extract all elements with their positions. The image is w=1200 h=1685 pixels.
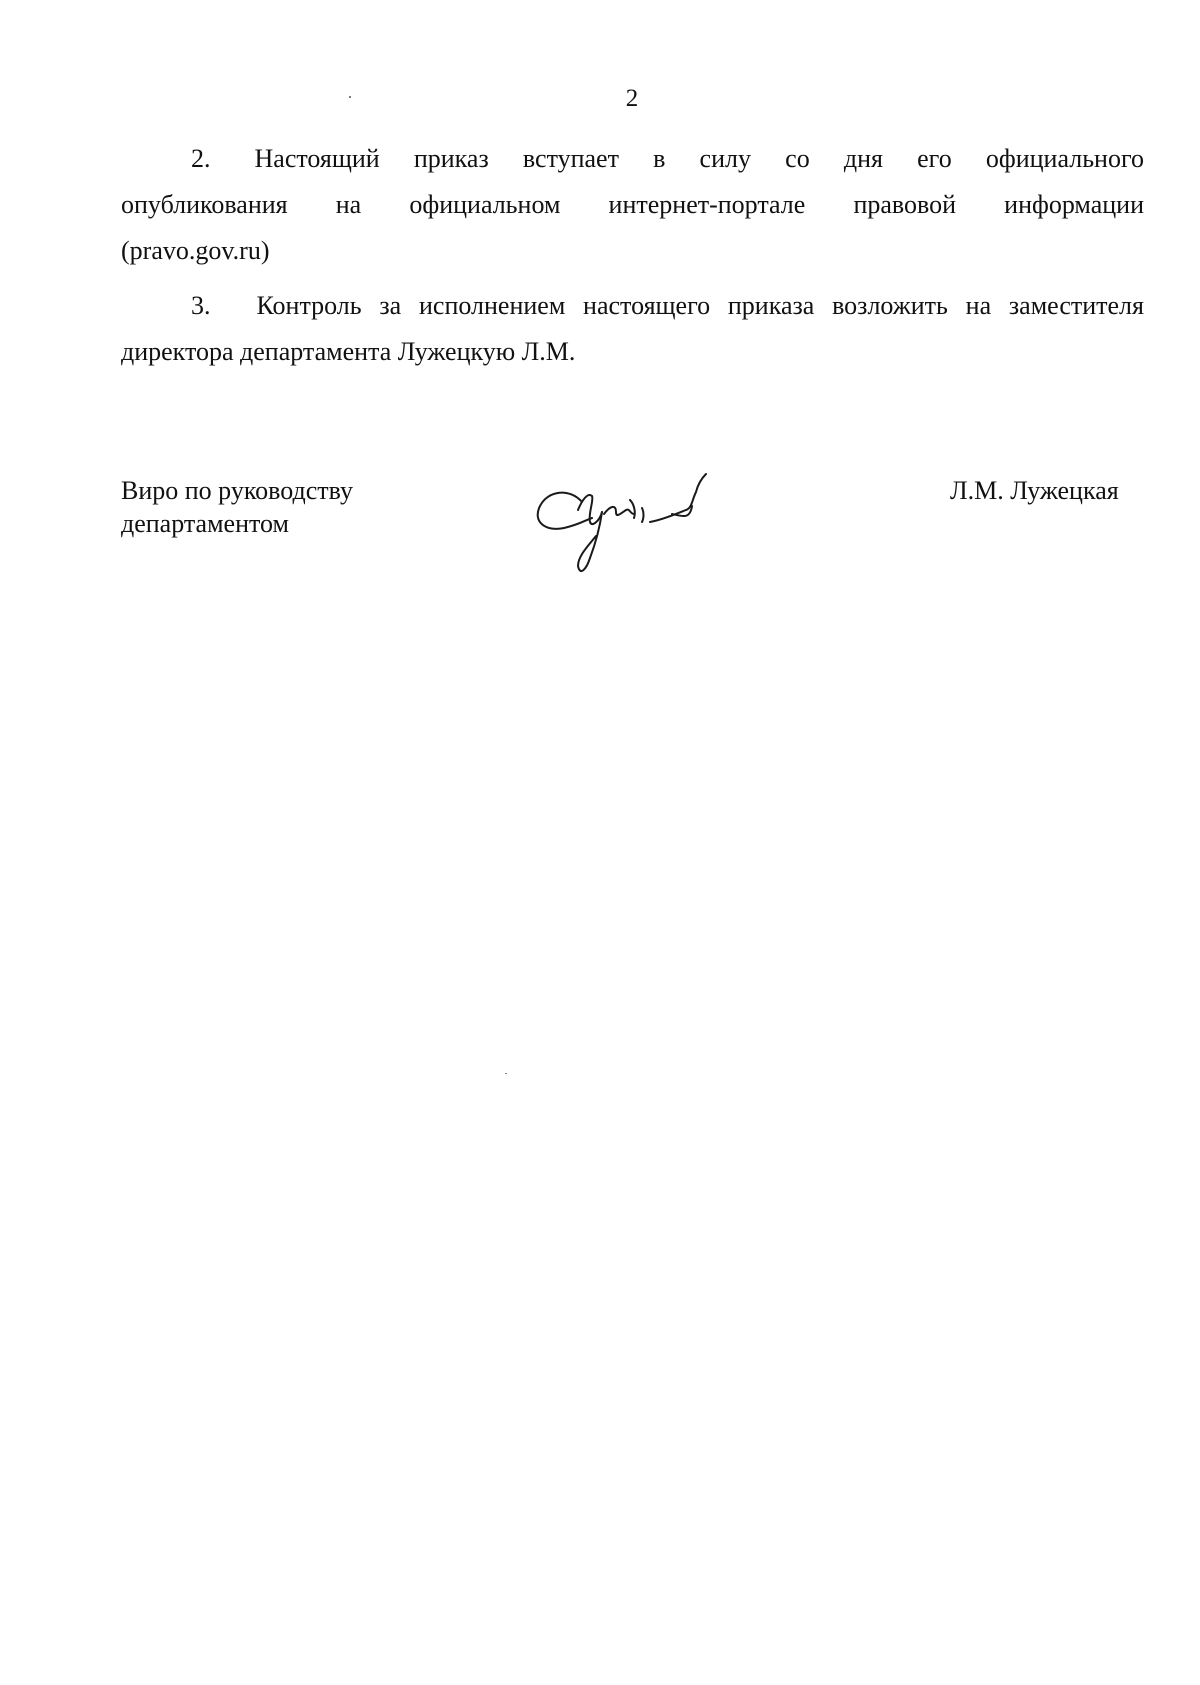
signer-name: Л.М. Лужецкая — [950, 476, 1119, 505]
signer-position-line-1: Виро по руководству — [121, 476, 354, 505]
handwritten-signature-icon — [530, 470, 730, 585]
page-number: 2 — [625, 85, 639, 112]
paragraph-2-line-1: 2. Настоящий приказ вступает в силу со дня его официального — [121, 136, 1144, 182]
paragraph-2-line-2: опубликования на официальном интернет-портале правовой информации — [121, 190, 1144, 219]
paragraph-2 — [121, 136, 1144, 274]
paragraph-3 — [121, 283, 1144, 375]
paragraph-2-number: 2. — [191, 144, 211, 173]
signer-position — [121, 474, 353, 540]
paragraph-3-line-1: 3. Контроль за исполнением настоящего приказа возложить на заместителя — [121, 283, 1144, 329]
paragraph-3-number: 3. — [191, 291, 211, 320]
paragraph-3-line-2: директора департамента Лужецкую Л.М. — [121, 337, 576, 366]
scan-speck — [505, 1073, 507, 1074]
signer-position-line-2: департаментом — [121, 509, 289, 538]
paragraph-2-line-3: (pravo.gov.ru) — [121, 236, 270, 265]
